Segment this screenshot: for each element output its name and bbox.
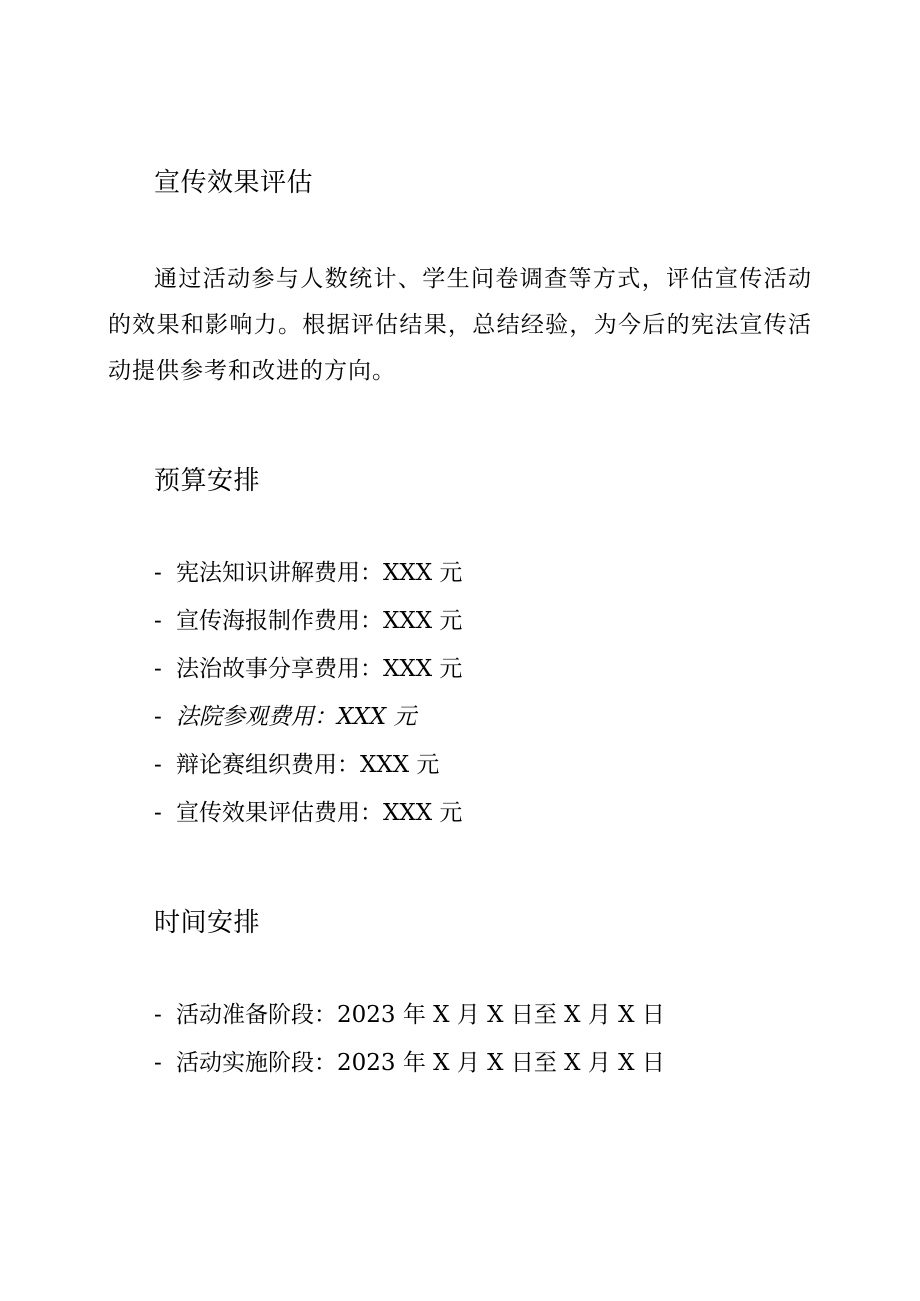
list-bullet: - <box>154 608 162 634</box>
budget-item <box>154 652 462 700</box>
section-heading-budget: 预算安排 <box>154 466 261 496</box>
budget-item <box>154 604 462 652</box>
budget-item-text: 宪法知识讲解费用：XXX 元 <box>176 560 463 586</box>
list-bullet: - <box>154 800 162 826</box>
list-bullet: - <box>154 752 162 778</box>
budget-list <box>154 556 462 844</box>
budget-item-text: 宣传海报制作费用：XXX 元 <box>176 608 463 634</box>
budget-item-text: 宣传效果评估费用：XXX 元 <box>176 800 463 826</box>
budget-item-text: 法院参观费用：XXX 元 <box>176 704 417 730</box>
budget-item <box>154 748 462 796</box>
budget-item <box>154 796 462 844</box>
list-bullet: - <box>154 1050 162 1076</box>
budget-item-text: 辩论赛组织费用：XXX 元 <box>176 752 440 778</box>
schedule-list <box>154 998 665 1094</box>
list-bullet: - <box>154 1002 162 1028</box>
schedule-item <box>154 998 665 1046</box>
budget-item-text: 法治故事分享费用：XXX 元 <box>176 656 463 682</box>
list-bullet: - <box>154 656 162 682</box>
list-bullet: - <box>154 560 162 586</box>
section-heading-schedule: 时间安排 <box>154 908 261 938</box>
list-bullet: - <box>154 704 162 730</box>
schedule-item-text: 活动实施阶段：2023 年 X 月 X 日至 X 月 X 日 <box>176 1050 665 1076</box>
schedule-item-text: 活动准备阶段：2023 年 X 月 X 日至 X 月 X 日 <box>176 1002 665 1028</box>
budget-item <box>154 556 462 604</box>
budget-item <box>154 700 462 748</box>
schedule-item <box>154 1046 665 1094</box>
section-heading-evaluation: 宣传效果评估 <box>154 168 314 198</box>
evaluation-paragraph: 通过活动参与人数统计、学生问卷调查等方式，评估宣传活动的效果和影响力。根据评估结果，总结经验，为今后的宪法宣传活动提供参考和改进的方向。 <box>108 266 812 384</box>
